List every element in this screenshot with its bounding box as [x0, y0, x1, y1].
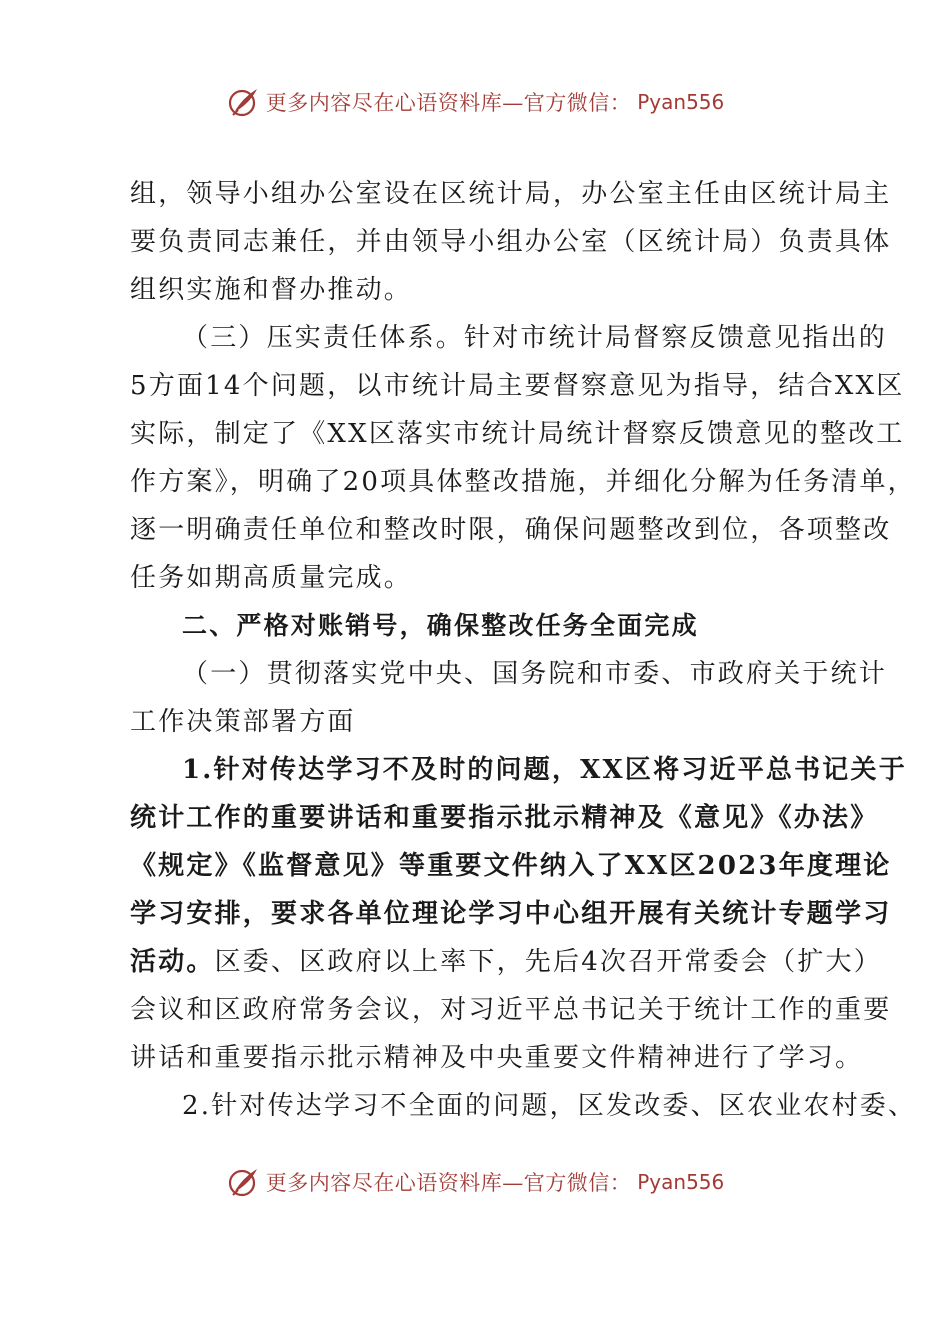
body-line: （三）压实责任体系。针对市统计局督察反馈意见指出的 [182, 323, 888, 353]
body-line: 作方案》，明确了20项具体整改措施，并细化分解为任务清单， [130, 467, 916, 497]
watermark-text: 更多内容尽在心语资料库—官方微信： [265, 91, 632, 115]
body-line: 会议和区政府常务会议，对习近平总书记关于统计工作的重要 [130, 995, 892, 1025]
normal-run: 区委、区政府以上率下，先后4次召开常委会（扩大） [214, 947, 882, 977]
body-line [130, 938, 882, 986]
body-line: 统计工作的重要讲话和重要指示批示精神及《意见》《办法》 [130, 803, 879, 833]
body-line: 1.针对传达学习不及时的问题，XX区将习近平总书记关于 [182, 755, 907, 785]
body-line: 要负责同志兼任，并由领导小组办公室（区统计局）负责具体 [130, 227, 892, 257]
watermark-wechat-id: Pyan556 [637, 90, 725, 114]
feather-quill-circle-icon [226, 85, 260, 119]
body-line: 实际，制定了《XX区落实市统计局统计督察反馈意见的整改工 [130, 419, 905, 449]
header-watermark [0, 82, 950, 122]
body-line: 任务如期高质量完成。 [130, 563, 413, 593]
body-line: 工作决策部署方面 [130, 707, 356, 737]
document-body [130, 170, 917, 1130]
body-line: 讲话和重要指示批示精神及中央重要文件精神进行了学习。 [130, 1043, 864, 1073]
watermark-text: 更多内容尽在心语资料库—官方微信： [265, 1171, 632, 1195]
body-line: 学习安排，要求各单位理论学习中心组开展有关统计专题学习 [130, 899, 892, 929]
watermark-wechat-id: Pyan556 [637, 1170, 725, 1194]
body-line: 2.针对传达学习不全面的问题，区发改委、区农业农村委、 [182, 1091, 917, 1121]
body-line: （一）贯彻落实党中央、国务院和市委、市政府关于统计 [182, 659, 888, 689]
body-line: 组，领导小组办公室设在区统计局，办公室主任由区统计局主 [130, 179, 892, 209]
body-line: 《规定》《监督意见》等重要文件纳入了XX区2023年度理论 [130, 851, 892, 881]
body-line: 逐一明确责任单位和整改时限，确保问题整改到位，各项整改 [130, 515, 892, 545]
body-line: 5方面14个问题，以市统计局主要督察意见为指导，结合XX区 [130, 371, 905, 401]
feather-quill-circle-icon [226, 1165, 260, 1199]
footer-watermark [0, 1162, 950, 1202]
section-heading: 二、严格对账销号，确保整改任务全面完成 [182, 611, 699, 640]
bold-run: 活动。 [130, 947, 215, 977]
body-line: 组织实施和督办推动。 [130, 275, 413, 305]
